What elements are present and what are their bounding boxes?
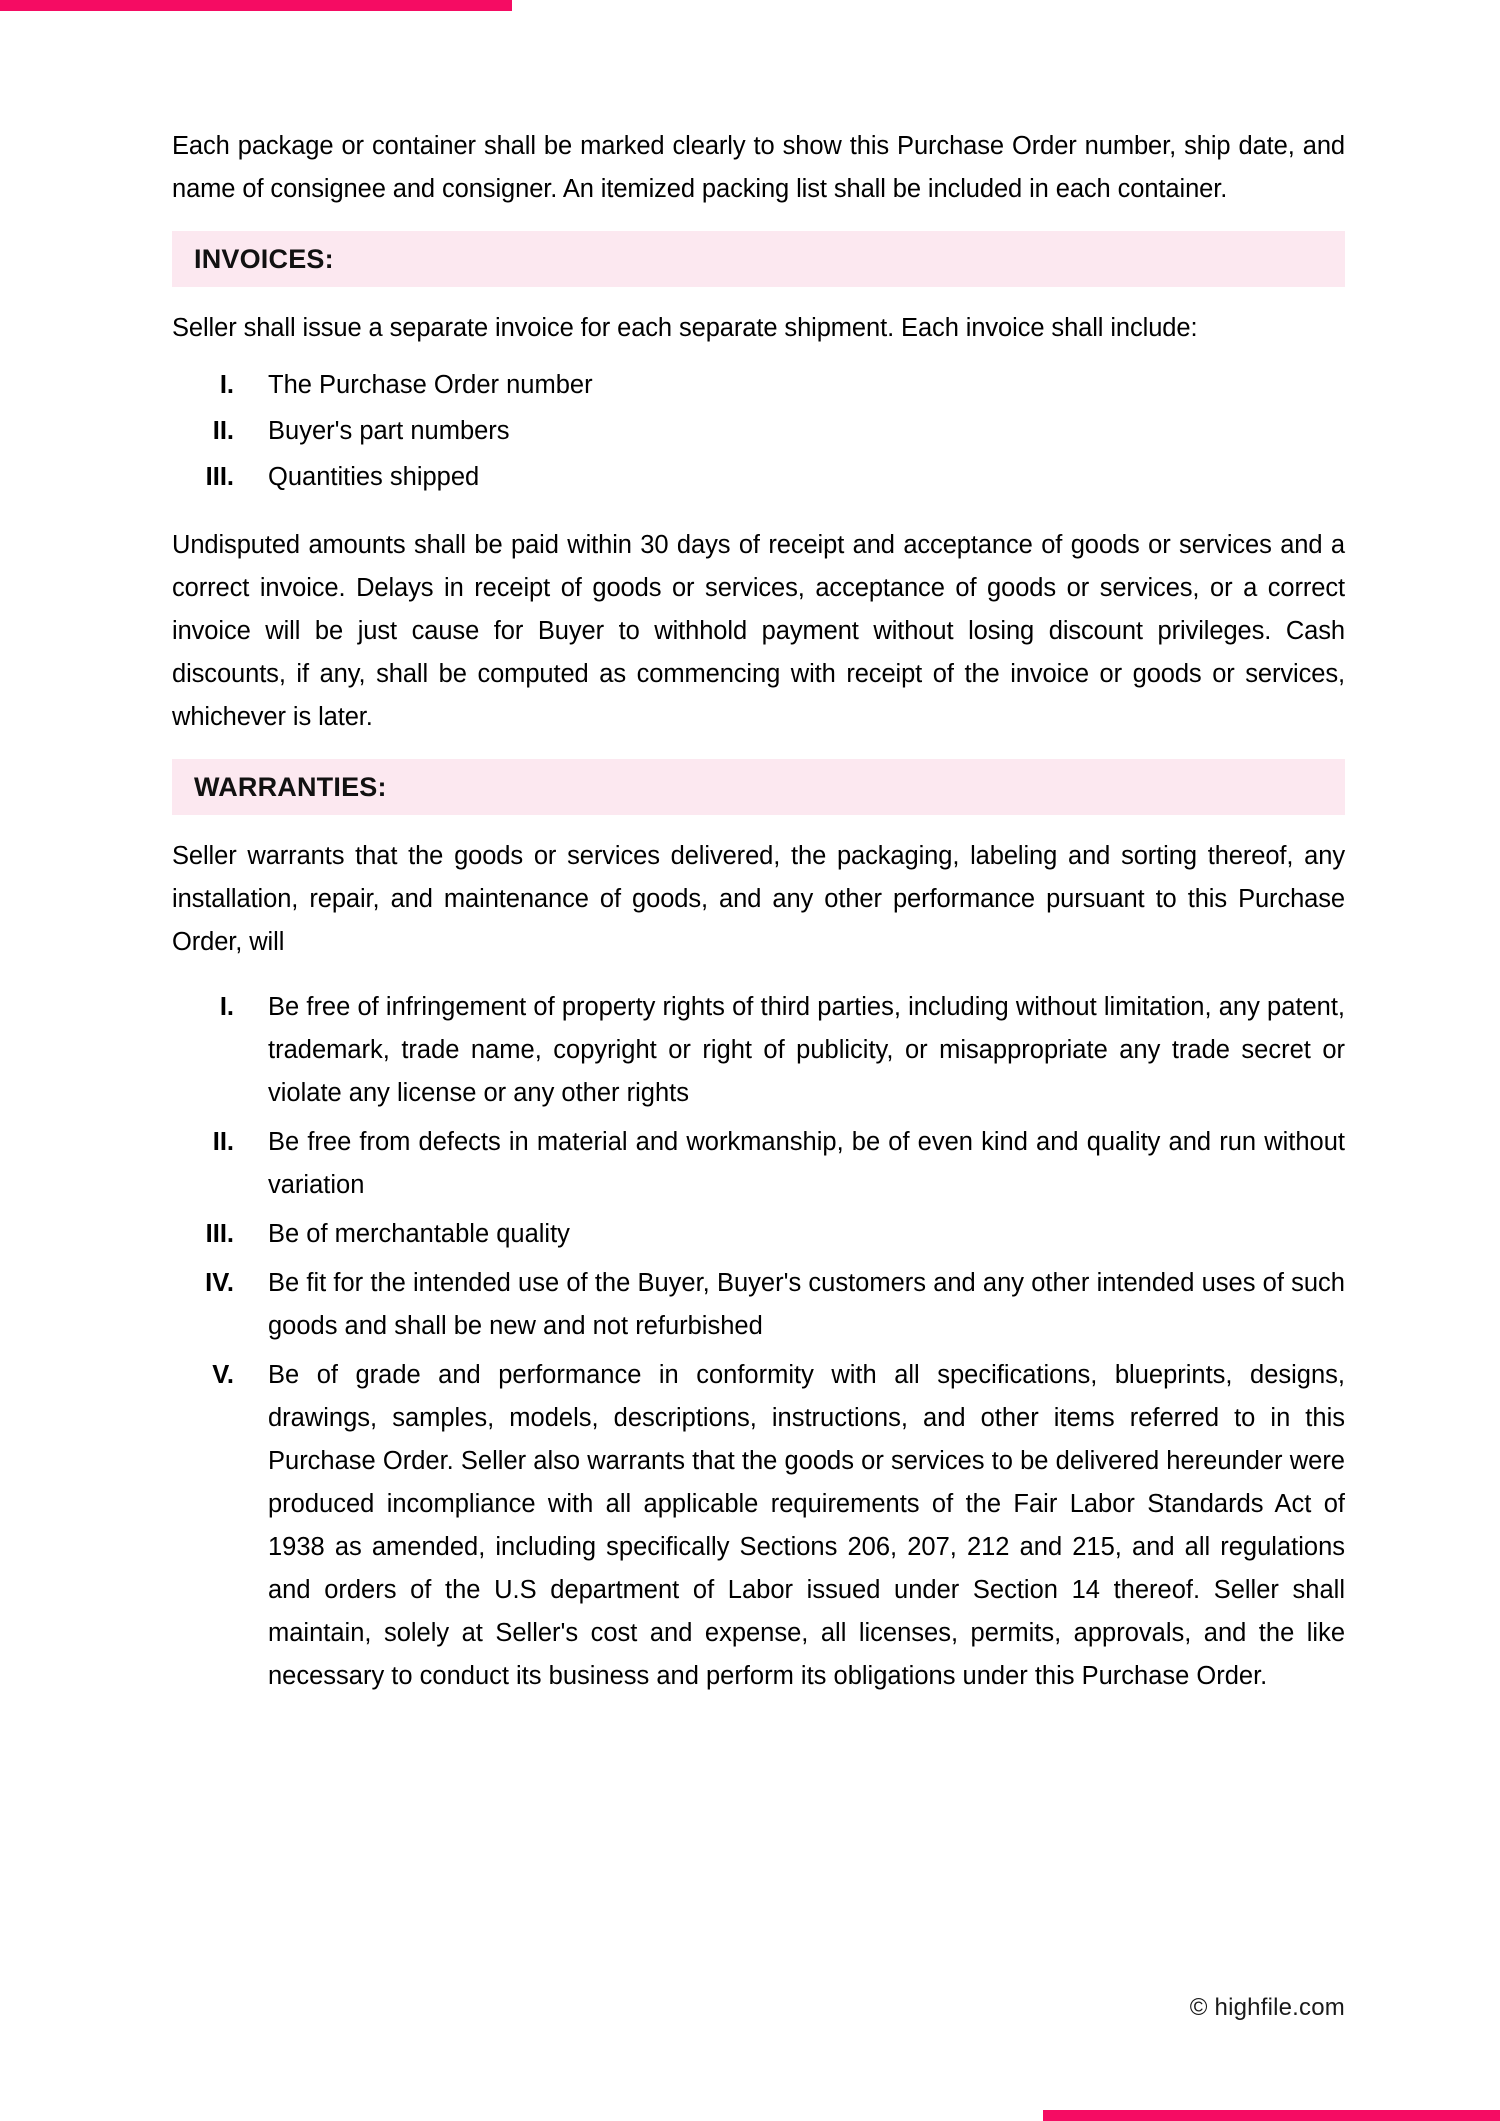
section-heading-warranties-label: WARRANTIES: — [194, 771, 387, 802]
list-item-text: Be free from defects in material and workmanship, be of even kind and quality and run without variation — [268, 1128, 1345, 1199]
list-item-text: Be free of infringement of property rights of third parties, including without limitation, any patent, trademark, trade name, copyright or right of publicity, or misappropriate any trade secret or violate any license or any other rights — [268, 993, 1345, 1107]
list-item-marker: III. — [205, 1220, 234, 1248]
list-item-marker: II. — [212, 1128, 234, 1156]
warranties-lead-paragraph: Seller warrants that the goods or services delivered, the packaging, labeling and sorting thereof, any installation, repair, and maintenance of goods, and any other performance pursuant to this Purchase Order, will — [172, 842, 1345, 956]
warranties-list — [172, 986, 1345, 1698]
list-item-text: Buyer's part numbers — [268, 417, 510, 445]
list-item — [172, 1354, 1345, 1698]
list-item — [172, 986, 1345, 1115]
invoices-lead-paragraph: Seller shall issue a separate invoice for each separate shipment. Each invoice shall include: — [172, 314, 1198, 342]
spacer — [172, 350, 1345, 364]
list-item-text: Be of merchantable quality — [268, 1220, 570, 1248]
list-item-text: Quantities shipped — [268, 463, 480, 491]
top-accent-bar — [0, 0, 512, 11]
section-heading-invoices — [172, 231, 1345, 287]
list-item-marker: III. — [205, 463, 234, 491]
list-item-marker: II. — [212, 417, 234, 445]
invoices-closing-paragraph: Undisputed amounts shall be paid within 30 days of receipt and acceptance of goods or services and a correct invoice. Delays in receipt of goods or services, acceptance of goods or services, or a correct invoice will be just cause for Buyer to withhold payment without losing discount privileges. Cash discounts, if any, shall be computed as commencing with receipt of the invoice or goods or services, whichever is later. — [172, 531, 1345, 731]
list-item-text: Be of grade and performance in conformity with all specifications, blueprints, designs, drawings, samples, models, descriptions, instructions, and other items referred to in this Purchase Order. Seller also warrants that the goods or services to be delivered hereunder were produced incompliance with all applicable requirements of the Fair Labor Standards Act of 1938 as amended, including specifically Sections 206, 207, 212 and 215, and all regulations and orders of the U.S department of Labor issued under Section 14 thereof. Seller shall maintain, solely at Seller's cost and expense, all licenses, permits, approvals, and the like necessary to conduct its business and perform its obligations under this Purchase Order. — [268, 1361, 1345, 1690]
list-item-text: Be fit for the intended use of the Buyer, Buyer's customers and any other intended uses of such goods and shall be new and not refurbished — [268, 1269, 1345, 1340]
footer-credit: © highfile.com — [1189, 1994, 1345, 2021]
list-item-marker: IV. — [205, 1269, 234, 1297]
spacer — [172, 964, 1345, 986]
list-item-marker: I. — [219, 371, 234, 399]
spacer — [172, 502, 1345, 524]
list-item — [172, 364, 1345, 407]
list-item — [172, 1121, 1345, 1207]
intro-paragraph: Each package or container shall be marked clearly to show this Purchase Order number, ship date, and name of consignee and consigner. An itemized packing list shall be included in each container. — [172, 132, 1345, 203]
list-item — [172, 1262, 1345, 1348]
list-item-marker: V. — [212, 1361, 234, 1389]
section-heading-invoices-label: INVOICES: — [194, 243, 334, 274]
bottom-accent-bar — [1043, 2110, 1500, 2121]
list-item-text: The Purchase Order number — [268, 371, 593, 399]
list-item — [172, 410, 1345, 453]
document-body — [172, 125, 1345, 1704]
list-item-marker: I. — [219, 993, 234, 1021]
invoices-list — [172, 364, 1345, 499]
list-item — [172, 1213, 1345, 1256]
list-item — [172, 456, 1345, 499]
section-heading-warranties — [172, 759, 1345, 815]
